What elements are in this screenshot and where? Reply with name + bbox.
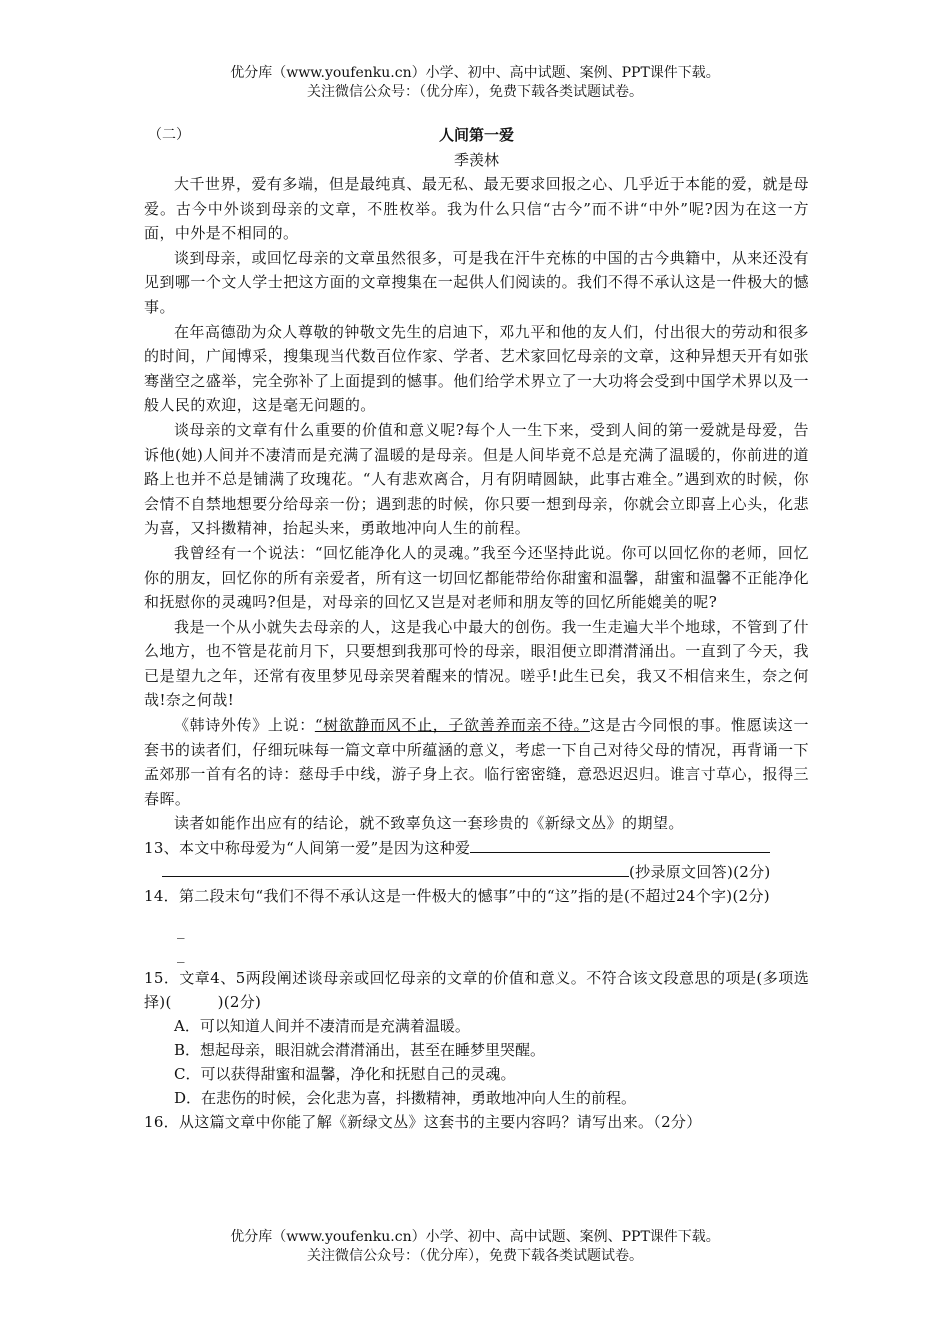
paragraph-2: 谈到母亲，或回忆母亲的文章虽然很多，可是我在汗牛充栋的中国的古今典籍中，从来还没有见到哪一个文人学士把这方面的文章搜集在一起供人们阅读的。我们不得不承认这是一件极大的憾事。 — [144, 248, 809, 316]
paragraph-8: 读者如能作出应有的结论，就不致辜负这一套珍贵的《新绿文丛》的期望。 — [174, 814, 684, 833]
paragraph-5: 我曾经有一个说法：“回忆能净化人的灵魂。”我至今还坚持此说。你可以回忆你的老师，回忆你的朋友，回忆你的所有亲爱者，所有这一切回忆都能带给你甜蜜和温馨，甜蜜和温馨不正能净化和抚慰你的灵魂吗?但是，对母亲的回忆又岂是对老师和朋友等的回忆所能媲美的呢? — [144, 543, 809, 612]
answer-line-14a[interactable]: _ — [177, 921, 185, 940]
answer-blank-13b[interactable] — [162, 861, 629, 877]
question-13-line-2 — [144, 860, 809, 884]
paragraph-7 — [144, 713, 809, 811]
paragraph-7-rest: 这是古今同恨的事。惟愿读这一套书的读者们，仔细玩味每一篇文章中所蕴涵的意义，考虑一下自己对待父母的情况，再背诵一下孟郊那一首有名的诗：慈母手中线，游子身上衣。临行密密缝，意恐迟迟归。谁言寸草心，报得三春晖。 — [144, 716, 809, 808]
article-title: 人间第一爱 — [438, 126, 514, 144]
article-content — [144, 122, 809, 1134]
section-label: （二） — [148, 127, 190, 143]
question-14: 14．第二段末句“我们不得不承认这是一件极大的憾事”中的“这”指的是(不超过24个字)(2分) — [144, 887, 770, 906]
paragraph-1: 大千世界，爱有多端，但是最纯真、最无私、最无要求回报之心、几乎近于本能的爱，就是母爱。古今中外谈到母亲的文章，不胜枚举。我为什么只信“古今”而不讲“中外”呢?因为在这一方面，中外是不相同的。 — [144, 175, 809, 243]
question-16: 16．从这篇文章中你能了解《新绿文丛》这套书的主要内容吗？请写出来。（2分） — [144, 1113, 702, 1132]
paragraph-4: 谈母亲的文章有什么重要的价值和意义呢?每个人一生下来，受到人间的第一爱就是母爱，告诉他(她)人间并不凄清而是充满了温暖的是母亲。但是人间毕竟不总是充满了温暖的，你前进的道路上也并不总是铺满了玫瑰花。“人有悲欢离合，月有阴晴圆缺，此事古难全。”遇到欢的时候，你会情不自禁地想要分给母亲一份；遇到悲的时候，你只要一想到母亲，你就会立即喜上心头，化悲为喜，又抖擞精神，抬起头来，勇敢地冲向人生的前程。 — [144, 420, 809, 538]
question-13 — [144, 836, 809, 860]
footer-line-1: 优分库（www.youfenku.cn）小学、初中、高中试题、案例、PPT课件下载。 — [230, 1229, 720, 1245]
title-row — [144, 122, 809, 148]
page-header — [0, 64, 950, 102]
paragraph-3: 在年高德劭为众人尊敬的钟敬文先生的启迪下，邓九平和他的友人们，付出很大的劳动和很多的时间，广闻博采，搜集现当代数百位作家、学者、艺术家回忆母亲的文章，这种异想天开有如张骞凿空之盛举，完全弥补了上面提到的憾事。他们给学术界立了一大功将会受到中国学术界以及一般人民的欢迎，这是毫无问题的。 — [144, 322, 809, 415]
option-d: D．在悲伤的时候，会化悲为喜，抖擞精神，勇敢地冲向人生的前程。 — [174, 1089, 637, 1108]
question-15-text: 15．文章4、5两段阐述谈母亲或回忆母亲的文章的价值和意义。不符合该文段意思的项是(多项选择)( — [144, 969, 809, 1012]
option-a: A．可以知道人间并不凄清而是充满着温暖。 — [174, 1017, 470, 1036]
footer-line-2: 关注微信公众号：（优分库），免费下载各类试题试卷。 — [307, 1248, 643, 1264]
author: 季羡林 — [453, 151, 499, 169]
header-line-2: 关注微信公众号：（优分库），免费下载各类试题试卷。 — [307, 84, 643, 100]
answer-line-14b[interactable]: _ — [177, 945, 185, 964]
option-b: B．想起母亲，眼泪就会潸潸涌出，甚至在睡梦里哭醒。 — [174, 1041, 546, 1060]
question-15 — [144, 966, 809, 1014]
paragraph-6: 我是一个从小就失去母亲的人，这是我心中最大的创伤。我一生走遍大半个地球，不管到了什么地方，也不管是花前月下，只要想到我那可怜的母亲，眼泪便立即潸潸涌出。一直到了今天，我已是望九之年，还常有夜里梦见母亲哭着醒来的情况。嗟乎!此生已矣，我又不相信来生，奈之何哉!奈之何哉! — [144, 617, 809, 710]
header-line-1: 优分库（www.youfenku.cn）小学、初中、高中试题、案例、PPT课件下载。 — [230, 65, 720, 81]
underlined-quote: “树欲静而风不止，子欲善养而亲不待。” — [314, 716, 590, 735]
option-c: C．可以获得甜蜜和温馨，净化和抚慰自己的灵魂。 — [174, 1065, 516, 1084]
question-15-suffix: )(2分) — [217, 993, 262, 1012]
paragraph-7-intro: 《韩诗外传》上说： — [174, 716, 315, 735]
answer-blank-13a[interactable] — [470, 837, 770, 853]
page-footer — [0, 1228, 950, 1266]
question-13-suffix: (抄录原文回答)(2分) — [629, 863, 771, 882]
question-13-text: 13、本文中称母爱为“人间第一爱”是因为这种爱 — [144, 839, 471, 858]
